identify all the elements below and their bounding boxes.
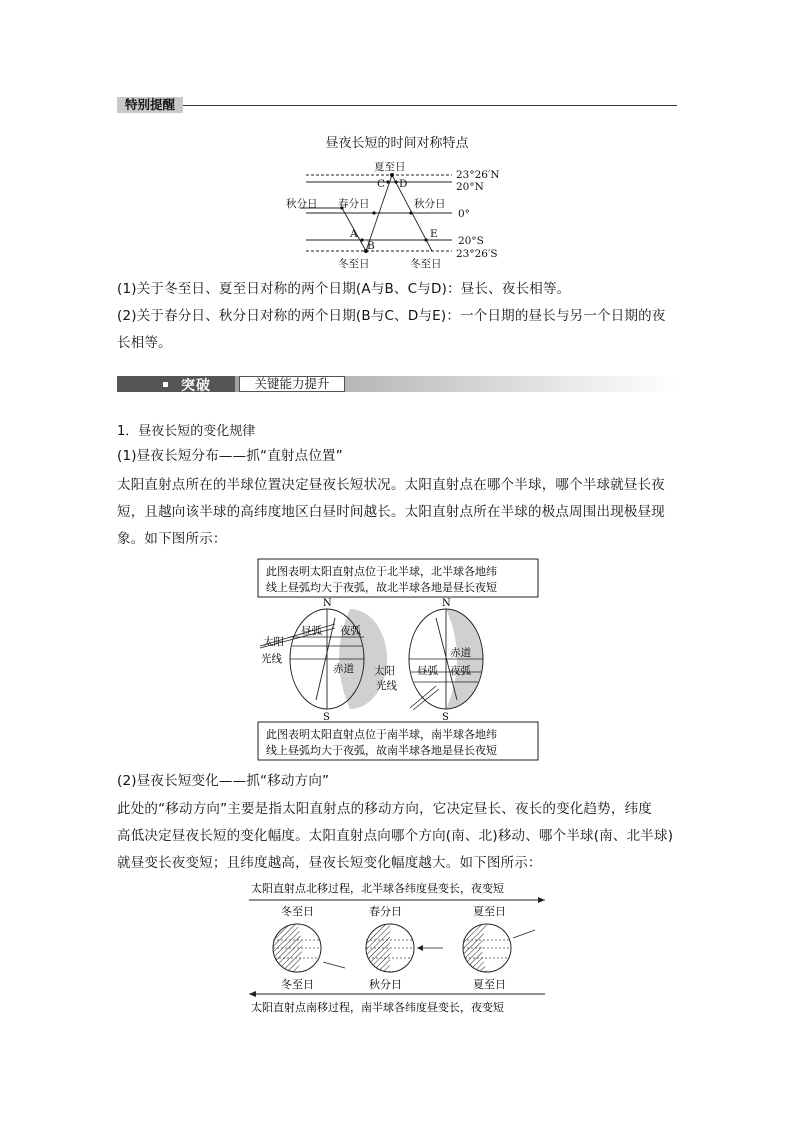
paragraph-1a: 太阳直射点所在的半球位置决定昼夜长短状况。太阳直射点在哪个半球，哪个半球就昼长夜 (117, 477, 665, 493)
globe1-day-arc: 昼弧 (301, 625, 322, 637)
point-a: A (350, 228, 358, 240)
notice-tag: 特别提醒 (117, 97, 183, 113)
figure-title: 昼夜长短的时间对称特点 (325, 136, 469, 151)
paragraph-2b: 高低决定昼夜长短的变化幅度。太阳直射点向哪个方向(南、北)移动、哪个半球(南、北半球) (117, 828, 674, 844)
subsection-1-title: (1)昼夜长短分布——抓“直射点位置” (117, 448, 343, 464)
lat-label-4: 20°S (458, 235, 484, 247)
symmetry-diagram (280, 160, 520, 270)
winter-solstice-right-label: 冬至日 (410, 258, 442, 270)
day-night-arc-figure (250, 558, 545, 768)
globe-north (260, 598, 387, 723)
section-banner (117, 372, 677, 396)
lat-label-3: 0° (458, 208, 470, 220)
fig2-top-label-1: 冬至日 (281, 905, 314, 918)
point-d: D (399, 178, 408, 190)
globe2-s: S (442, 712, 449, 723)
globe-winter (273, 924, 345, 972)
fig1-box-top-line2: 线上昼弧均大于夜弧，故北半球各地是昼长夜短 (266, 581, 497, 594)
globe1-n: N (323, 598, 332, 609)
banner-subtitle: 关键能力提升 (239, 376, 345, 392)
note-2a: (2)关于春分日、秋分日对称的两个日期(B与C、D与E)：一个日期的昼长与另一个日期的夜 (117, 308, 666, 324)
globe-summer (463, 924, 535, 972)
globe2-sun-label2: 光线 (376, 680, 397, 692)
note-2b: 长相等。 (117, 335, 172, 351)
fig2-top-caption: 太阳直射点北移过程，北半球各纬度昼变长，夜变短 (251, 882, 504, 895)
fig2-top-label-3: 夏至日 (473, 905, 506, 918)
banner-title: 突破 (181, 378, 211, 394)
point-c: C (377, 178, 386, 190)
globe1-sun-label2: 光线 (261, 653, 282, 665)
globe-south (374, 598, 483, 723)
paragraph-2a: 此处的“移动方向”主要是指太阳直射点的移动方向，它决定昼长、夜长的变化趋势，纬度 (117, 801, 652, 817)
fig2-bottom-label-1: 冬至日 (281, 978, 314, 991)
globe1-sun-label1: 太阳 (263, 636, 284, 648)
fig2-top-label-2: 春分日 (369, 905, 402, 918)
subsection-2-title: (2)昼夜长短变化——抓“移动方向” (117, 773, 330, 789)
point-b: B (367, 240, 375, 252)
globe1-night-arc: 夜弧 (340, 625, 361, 637)
note-1: (1)关于冬至日、夏至日对称的两个日期(A与B、C与D)：昼长、夜长相等。 (117, 281, 571, 297)
point-e: E (430, 228, 438, 240)
banner-bullet-icon (163, 382, 168, 387)
arrow-left-icon (249, 991, 256, 997)
fig2-bottom-label-2: 秋分日 (369, 978, 402, 991)
globe2-equator: 赤道 (450, 647, 471, 659)
section-title: 1．昼夜长短的变化规律 (117, 424, 256, 439)
arrow-right-icon (538, 897, 545, 903)
globe1-s: S (323, 712, 330, 723)
globe-equinox (366, 924, 443, 972)
fig2-bottom-caption: 太阳直射点南移过程，南半球各纬度昼变长，夜变短 (251, 1001, 504, 1014)
summer-solstice-label: 夏至日 (374, 161, 406, 173)
lat-label-5: 23°26′S (456, 248, 498, 260)
fig1-box-top-line1: 此图表明太阳直射点位于北半球，北半球各地纬 (266, 565, 497, 578)
globe2-sun-label1: 太阳 (374, 665, 395, 677)
arrow-left-icon (417, 945, 423, 951)
spring-equinox-label: 春分日 (338, 198, 370, 210)
fig2-bottom-label-3: 夏至日 (473, 978, 506, 991)
globe2-n: N (442, 598, 451, 609)
winter-solstice-left-label: 冬至日 (338, 258, 370, 270)
autumn-equinox-left-label: 秋分日 (286, 198, 318, 210)
fig1-box-bottom-line1: 此图表明太阳直射点位于南半球，南半球各地纬 (266, 728, 497, 741)
globe1-equator: 赤道 (333, 663, 354, 675)
fig1-box-bottom-line2: 线上昼弧均大于夜弧，故南半球各地是昼长夜短 (266, 744, 497, 757)
notice-divider (183, 105, 677, 106)
paragraph-1b: 短，且越向该半球的高纬度地区白昼时间越长。太阳直射点所在半球的极点周围出现极昼现 (117, 504, 665, 520)
globe2-night-arc: 夜弧 (450, 665, 471, 677)
paragraph-2c: 就昼变长夜变短；且纬度越高，昼夜长短变化幅度越大。如下图所示： (117, 855, 542, 871)
autumn-equinox-right-label: 秋分日 (414, 198, 446, 210)
sun-shift-figure (245, 878, 550, 1018)
globe2-day-arc: 昼弧 (417, 665, 438, 677)
lat-label-2: 20°N (456, 181, 484, 193)
lat-label-1: 23°26′N (456, 169, 500, 181)
paragraph-1c: 象。如下图所示： (117, 531, 227, 547)
